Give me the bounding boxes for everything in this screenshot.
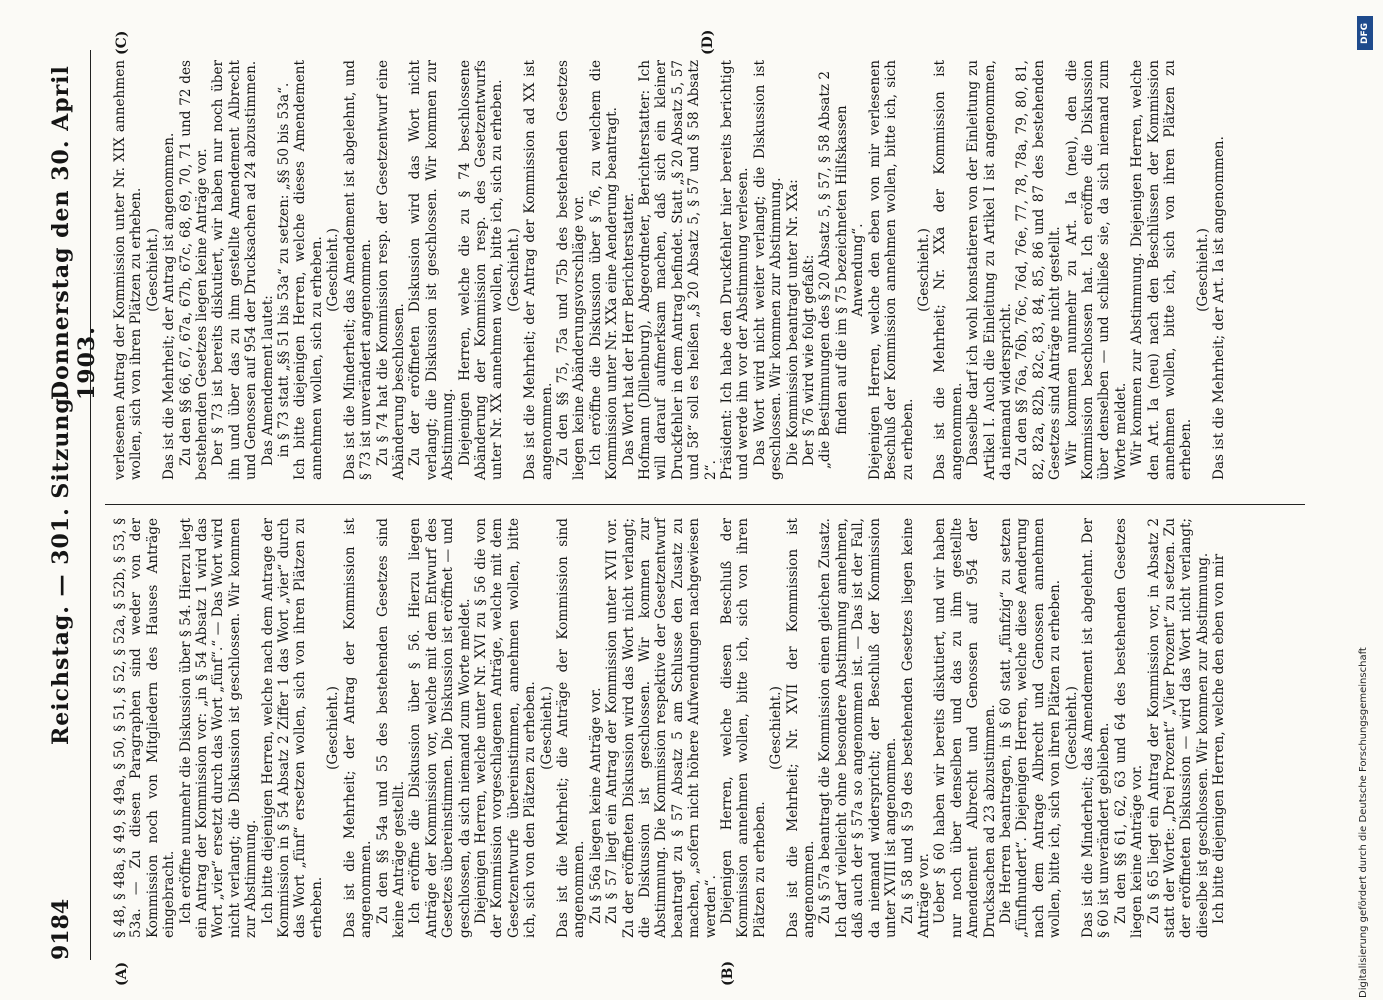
paragraph: Diejenigen Herren, welche die zu § 74 beschlossene Abänderung der Kommission resp. des Gesetzentwurfs unter Nr. XX annehmen wollen, bitte ich, sich zu erheben. [456,60,506,480]
paragraph: Die Kommission beantragt unter Nr. XXa: [784,179,801,466]
paragraph: Das ist die Mehrheit; Nr. XVII der Kommission ist angenommen. [784,518,818,938]
digitization-credit: Digitalisierung gefördert durch die Deutsche Forschungsgemeinschaft [1358,647,1369,998]
paragraph: Ich bitte diejenigen Herren, welche dieses Amendement annehmen wollen, sich zu erheben. [292,60,325,480]
paragraph: Diejenigen Herren, welche den eben von mir verlesenen Beschluß der Kommission annehmen wollen, bitte ich, sich zu erheben. [866,60,916,480]
paragraph: (Geschieht.) [325,686,342,770]
paragraph: Diejenigen Herren, welche diesen Beschluß der Kommission annehmen wollen, bitte ich, sich von ihren Plätzen zu erheben. [719,518,768,938]
paragraph: Ich eröffne die Diskussion über § 56. Hierzu liegen Anträge der Kommission vor, welche mit dem Entwurf des Gesetzes übereinstimmen. Die Diskussion ist eröffnet — und geschlossen, da sich niemand zum Worte meldet. [407,518,473,938]
column-divider [105,504,1305,505]
paragraph: Das Wort hat der Herr Berichterstatter. [620,192,637,466]
paragraph: Dasselbe darf ich wohl konstatieren von der Einleitung zu Artikel I. Auch die Einleitung zu Artikel I ist angenommen, da niemand widerspricht. [965,60,1014,480]
paragraph: Wir kommen nunmehr zu Art. Ia (neu), den die Kommission beschlossen hat. Ich eröffne die Diskussion über denselben — und schließe sie, da sich niemand zum Worte meldet. [1063,60,1129,480]
paragraph: Das Amendement lautet: [259,295,276,466]
header-date: Donnerstag den 30. April 1903. [48,65,100,400]
paragraph: Zu den §§ 75, 75a und 75b des bestehenden Gesetzes liegen keine Abänderungsvorschläge vor. [554,60,588,480]
paragraph: Ueber § 60 haben wir bereits diskutiert, und wir haben nur noch über denselben und das zu ihm gestellte Amendement Albrecht und Genossen auf 954 der Drucksachen ad 23 abzustimmen. [932,518,998,938]
paragraph: Das ist die Mehrheit; die Anträge der Kommission sind angenommen. [554,518,588,938]
paragraph: (Geschieht.) [144,228,161,312]
paragraph: Ich eröffne nunmehr die Diskussion über § 54. Hierzu liegt ein Antrag der Kommission vor: „in § 54 Absatz 1 wird das Wort „vier“ ersetzt durch das Wort „fünf“.“ — Das Wort wird nicht verlangt; die Diskussion ist geschlossen. Wir kommen zur Abstimmung. [177,518,260,938]
paragraph: Der § 73 ist bereits diskutiert, wir haben nur noch über ihn und über das zu ihm gestellte Amendement Albrecht und Genossen auf 954 der Drucksachen ad 24 abzustimmen. [210,60,260,480]
paragraph: Die Herren beantragen, in § 60 statt „fünfzig“ zu setzen „fünfhundert“. Diejenigen Herren, welche diese Aenderung nach dem Antrage Albrecht und Genossen annehmen wollen, bitte ich, sich von ihren Plätzen zu erheben. [997,518,1064,938]
paragraph: „die Bestimmungen des § 20 Absatz 5, § 57, § 58 Absatz 2 finden auf die im § 75 bezeichneten Hilfskassen Anwendung“. [817,71,867,469]
paragraph: Zu § 74 hat die Kommission resp. der Gesetzentwurf eine Abänderung beschlossen. [374,60,407,480]
margin-marker-c: (C) [114,30,130,55]
paragraph: Zu § 65 liegt ein Antrag der Kommission vor, in Absatz 2 statt der Worte: „Drei Prozent“ „Vier Prozent“ zu setzen. Zu der eröffneten Diskussion — wird das Wort nicht verlangt; dieselbe ist geschlossen. Wir kommen zur Abstimmung. [1145,518,1211,938]
paragraph: Diejenigen Herren, welche unter Nr. XVI zu § 56 die von der Kommission vorgeschlagenen Anträge, welche mit dem Gesetzentwurfe übereinstimmen, annehmen wollen, bitte ich, sich von den Plätzen zu erheben. [472,518,539,938]
paragraph: verlesenen Antrag der Kommission unter Nr. XIX annehmen wollen, sich von ihren Plätzen zu erheben. [112,60,145,480]
paragraph: Das ist die Mehrheit; der Antrag ist angenommen. [161,132,178,480]
paragraph: Präsident: Ich habe den Druckfehler hier bereits berichtigt und werde ihn vor der Abstimmung verlesen. [719,60,752,480]
paragraph: Zu den §§ 61, 62, 63 und 64 des bestehenden Gesetzes liegen keine Anträge vor. [1112,518,1146,938]
left-column [112,518,1228,938]
right-column [112,60,1228,480]
paragraph: Zu den §§ 76a, 76b, 76c, 76d, 76e, 77, 78, 78a, 79, 80, 81, 82, 82a, 82b, 82c, 83, 84, 85, 86 und 87 des bestehenden Gesetzes sind Anträge nicht gestellt. [1014,60,1064,480]
margin-marker-b: (B) [720,960,736,986]
paragraph: Der § 76 wird wie folgt gefaßt: [801,254,818,466]
paragraph: Zu § 56a liegen keine Anträge vor. [587,687,604,924]
header-title: Reichstag. — 301. Sitzung. [48,388,74,745]
paragraph: (Geschieht.) [1063,686,1080,770]
paragraph: Zu den §§ 66, 67, 67a, 67b, 67c, 68, 69, 70, 71 und 72 des bestehenden Gesetzes liegen keine Anträge vor. [177,60,211,480]
dfg-logo: DFG [1357,16,1373,50]
margin-marker-a: (A) [114,961,130,986]
paragraph: Ich bitte diejenigen Herren, welche den eben von mir [1211,553,1228,924]
paragraph: Zu § 57 liegt ein Antrag der Kommission unter XVII vor. Zu der eröffneten Diskussion wird das Wort nicht verlangt; die Diskussion ist geschlossen. Wir kommen zur Abstimmung. Die Kommission respektive der Gesetzentwurf beantragt zu § 57 Absatz 5 am Schlusse den Zusatz zu machen, „sofern nicht höhere Aufwendungen nachgewiesen werden“. [604,518,719,938]
paragraph: (Geschieht.) [768,686,785,770]
paragraph: (Geschieht.) [505,228,522,312]
paragraph: (Geschieht.) [325,228,342,312]
paragraph: Ich eröffne die Diskussion über § 76, zu welchem die Kommission unter Nr. XXa eine Aenderung beantragt. [587,60,621,480]
paragraph: in § 73 statt „§§ 51 bis 53a“ zu setzen: „§§ 50 bis 53a“. [276,82,293,458]
paragraph: Das ist die Mehrheit; Nr. XXa der Kommission ist angenommen. [932,60,965,480]
header-rule [90,50,91,960]
paragraph: Das ist die Mehrheit; der Antrag der Kommission ad XX ist angenommen. [522,60,555,480]
paragraph: Zu § 57a beantragt die Kommission einen gleichen Zusatz. Ich darf vielleicht ohne besondere Abstimmung annehmen, daß auch der § 57a so angenommen ist. — Das ist der Fall, da niemand widerspricht; der Beschluß der Kommission unter XVIII ist angenommen. [817,518,900,938]
paragraph: Ich bitte diejenigen Herren, welche nach dem Antrage der Kommission in § 54 Absatz 2 Ziffer 1 das Wort „vier“ durch das Wort „fünf“ ersetzen wollen, sich von ihren Plätzen zu erheben. [259,518,325,938]
paragraph: § 48, § 48a, § 49, § 49a, § 50, § 51, § 52, § 52a, § 52b, § 53, § 53a. — Zu diesen Paragraphen sind weder von der Kommission noch von Mitgliedern des Hauses Anträge eingebracht. [112,518,178,938]
paragraph: Das ist die Mehrheit; der Art. Ia ist angenommen. [1211,136,1228,480]
page-number: 9184 [48,898,74,960]
digitization-sidebar [1355,8,1377,998]
paragraph: Zu der eröffneten Diskussion wird das Wort nicht verlangt; die Diskussion ist geschlossen. Wir kommen zur Abstimmung. [407,60,457,480]
paragraph: (Geschieht.) [538,686,555,770]
paragraph: Zu den §§ 54a und 55 des bestehenden Gesetzes sind keine Anträge gestellt. [374,518,407,938]
paragraph: Zu § 58 und § 59 des bestehenden Gesetzes liegen keine Anträge vor. [899,518,932,938]
paragraph: (Geschieht.) [1194,228,1211,312]
paragraph: Hofmann (Dillenburg), Abgeordneter, Berichterstatter: Ich will darauf aufmerksam machen, daß sich ein kleiner Druckfehler in dem Antrag befindet. Statt „§ 20 Absatz 5, 57 und 58“ soll es heißen „§ 20 Absatz 5, § 57 und § 58 Absatz 2“. [637,60,719,480]
paragraph: Das Wort wird nicht weiter verlangt; die Diskussion ist geschlossen. Wir kommen zur Abstimmung. [751,60,785,480]
paragraph: Das ist die Mehrheit; der Antrag der Kommission ist angenommen. [341,518,375,938]
margin-marker-d: (D) [700,29,716,55]
paragraph: Das ist die Minderheit; das Amendement ist abgelehnt, und § 73 ist unverändert angenommen. [341,60,375,480]
paragraph: (Geschieht.) [915,228,932,312]
paragraph: Das ist die Minderheit; das Amendement ist abgelehnt. Der § 60 ist unverändert geblieben. [1079,518,1113,938]
page-header [42,50,100,960]
paragraph: Wir kommen zur Abstimmung. Diejenigen Herren, welche den Art. Ia (neu) nach den Beschlüssen der Kommission annehmen wollen, bitte ich, sich von ihren Plätzen zu erheben. [1129,60,1195,480]
